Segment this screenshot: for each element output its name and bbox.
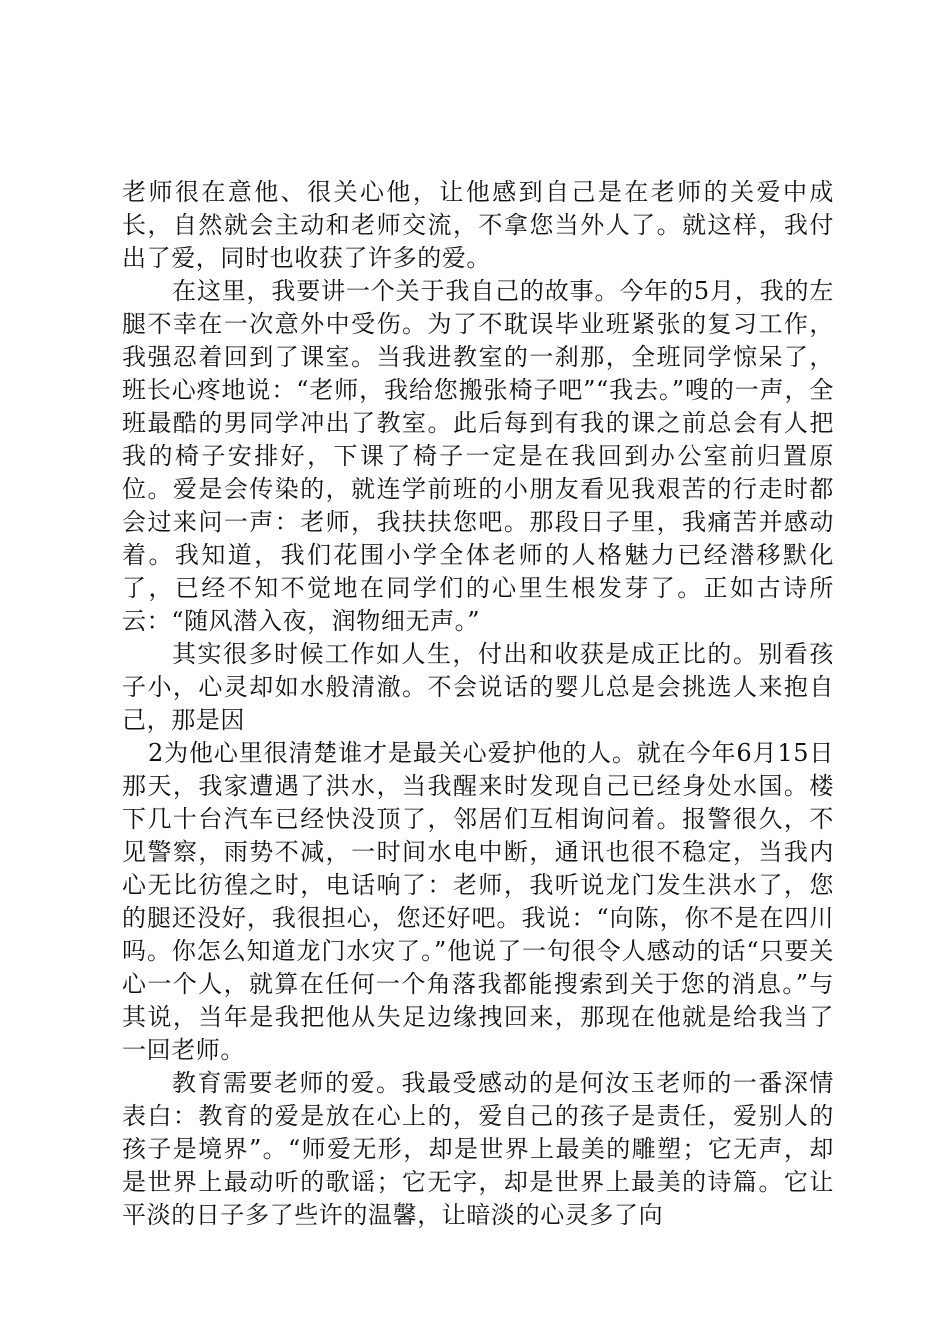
paragraph-3: 其实很多时候工作如人生，付出和收获是成正比的。别看孩子小，心灵却如水般清澈。不会说话的婴儿总是会挑选人来抱自己，那是因 xyxy=(122,640,834,734)
paragraph-4: 2为他心里很清楚谁才是最关心爱护他的人。就在今年6月15日那天，我家遭遇了洪水，当我醒来时发现自己已经身处水国。楼下几十台汽车已经快没顶了，邻居们互相询问着。报警很久，不见警察，雨势不减，一时间水电中断，通讯也很不稳定，当我内心无比彷徨之时，电话响了：老师，我听说龙门发生洪水了，您的腿还没好，我很担心，您还好吧。我说：“向陈，你不是在四川吗。你怎么知道龙门水灾了。”他说了一句很令人感动的话“只要关心一个人，就算在任何一个角落我都能搜索到关于您的消息。”与其说，当年是我把他从失足边缘拽回来，那现在他就是给我当了一回老师。 xyxy=(122,739,834,1064)
paragraph-5: 教育需要老师的爱。我最受感动的是何汝玉老师的一番深情表白：教育的爱是放在心上的，爱自己的孩子是责任，爱别人的孩子是境界”。“师爱无形，却是世界上最美的雕塑；它无声，却是世界上最动听的歌谣；它无字，却是世界上最美的诗篇。它让平淡的日子多了些许的温馨，让暗淡的心灵多了向 xyxy=(122,1069,834,1229)
document-body xyxy=(122,176,834,1232)
paragraph-1: 老师很在意他、很关心他，让他感到自己是在老师的关爱中成长，自然就会主动和老师交流，不拿您当外人了。就这样，我付出了爱，同时也收获了许多的爱。 xyxy=(122,178,834,272)
paragraph-2: 在这里，我要讲一个关于我自己的故事。今年的5月，我的左腿不幸在一次意外中受伤。为了不耽误毕业班紧张的复习工作，我强忍着回到了课室。当我进教室的一刹那，全班同学惊呆了，班长心疼地说：“老师，我给您搬张椅子吧”“我去。”嗖的一声，全班最酷的男同学冲出了教室。此后每到有我的课之前总会有人把我的椅子安排好，下课了椅子一定是在我回到办公室前归置原位。爱是会传染的，就连学前班的小朋友看见我艰苦的行走时都会过来问一声：老师，我扶扶您吧。那段日子里，我痛苦并感动着。我知道，我们花围小学全体老师的人格魅力已经潜移默化了，已经不知不觉地在同学们的心里生根发芽了。正如古诗所云：“随风潜入夜，润物细无声。” xyxy=(122,277,834,635)
